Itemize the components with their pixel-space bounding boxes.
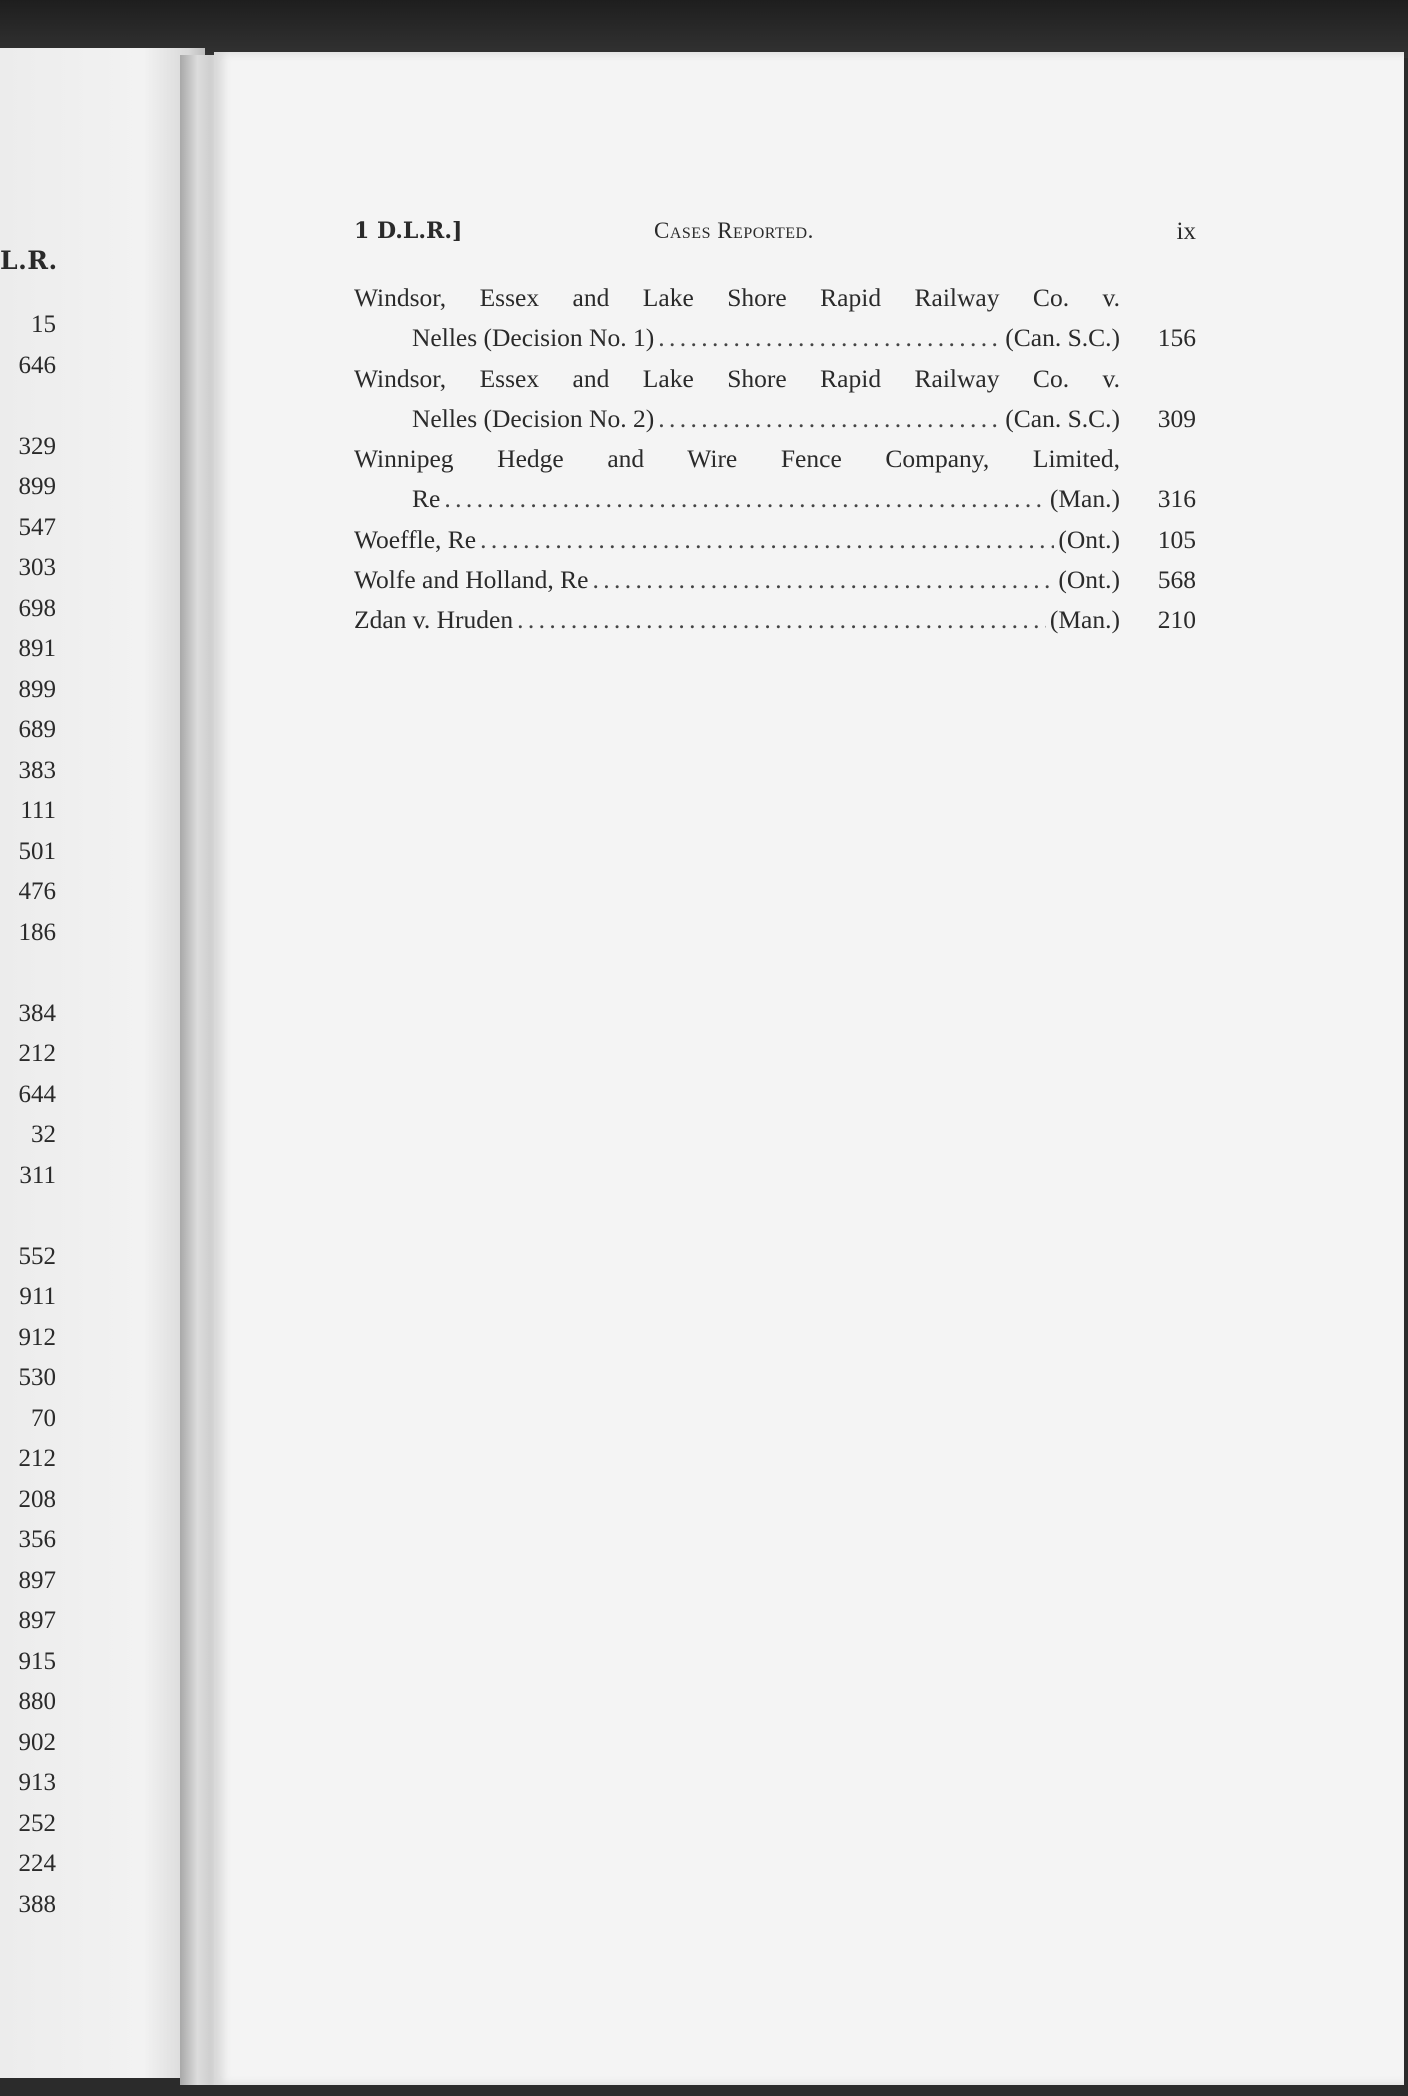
left-page-number: 897 xyxy=(18,1607,56,1634)
dot-leader xyxy=(517,602,1046,638)
left-page-number-column xyxy=(0,310,56,1930)
left-page-number: 384 xyxy=(18,999,56,1027)
left-page-number: 880 xyxy=(18,1688,56,1715)
left-page-number: 646 xyxy=(18,351,56,379)
dot-leader xyxy=(658,320,1001,356)
running-head xyxy=(354,218,1196,252)
court-abbrev: (Can. S.C.) xyxy=(1005,403,1120,433)
left-page-number: 224 xyxy=(18,1850,56,1877)
left-page-number: 212 xyxy=(18,1445,56,1472)
case-name-text: Re xyxy=(412,484,441,514)
page-folio: ix xyxy=(1176,218,1196,245)
dot-leader xyxy=(444,481,1046,517)
left-page-number: 383 xyxy=(18,756,56,784)
case-entry xyxy=(354,280,1196,361)
section-title: Cases Reported. xyxy=(654,218,814,243)
dot-leader xyxy=(592,562,1054,598)
case-name-text: Nelles (Decision No. 1) xyxy=(412,323,655,353)
case-entry xyxy=(354,562,1196,602)
case-name-text: Zdan v. Hruden xyxy=(354,605,514,635)
left-page-number: 111 xyxy=(20,797,56,824)
case-name-line: Windsor, Essex and Lake Shore Rapid Railway Co. v. xyxy=(354,283,1120,312)
left-page-number: 212 xyxy=(18,1040,56,1067)
left-page-number: 356 xyxy=(18,1526,56,1553)
case-name-text: Wolfe and Holland, Re xyxy=(354,565,589,595)
court-abbrev: (Man.) xyxy=(1049,484,1120,514)
left-page-number: 698 xyxy=(18,594,56,622)
left-page-number: 899 xyxy=(18,473,56,500)
dot-leader xyxy=(658,401,1001,437)
left-page-number: 530 xyxy=(18,1364,56,1391)
court-abbrev: (Can. S.C.) xyxy=(1005,323,1120,353)
left-page-number: 501 xyxy=(18,837,56,865)
left-page-number: 186 xyxy=(18,918,56,946)
case-page-number: 105 xyxy=(1157,524,1196,554)
case-entry xyxy=(354,522,1196,562)
left-page-number: 388 xyxy=(18,1890,56,1918)
left-page-number: 913 xyxy=(18,1769,56,1796)
left-page-number: 915 xyxy=(18,1647,56,1675)
case-page-number: 568 xyxy=(1157,565,1196,595)
left-page-number: 891 xyxy=(18,635,56,662)
court-abbrev: (Ont.) xyxy=(1058,524,1120,554)
case-final-line xyxy=(354,320,1120,360)
left-page-number: 70 xyxy=(31,1404,56,1432)
case-entry xyxy=(354,441,1196,522)
left-page-number: 552 xyxy=(18,1242,56,1270)
case-page-number: 156 xyxy=(1157,323,1196,353)
dot-leader xyxy=(480,522,1054,558)
left-page-number: 15 xyxy=(31,311,56,338)
left-page-number: 547 xyxy=(18,513,56,541)
left-page-number: 911 xyxy=(19,1283,56,1310)
volume-label: 1 D.L.R.] xyxy=(354,218,463,244)
left-page-number: 899 xyxy=(18,675,56,703)
left-page-number: 303 xyxy=(18,554,56,581)
case-page-number: 309 xyxy=(1157,403,1196,433)
case-final-line xyxy=(354,602,1120,642)
left-page-number: 689 xyxy=(18,716,56,743)
left-page-number: 644 xyxy=(18,1080,56,1108)
court-abbrev: (Ont.) xyxy=(1058,565,1120,595)
case-name-text: Nelles (Decision No. 2) xyxy=(412,403,655,433)
left-page-number: 208 xyxy=(18,1485,56,1513)
case-final-line xyxy=(354,401,1120,441)
case-name-line: Windsor, Essex and Lake Shore Rapid Railway Co. v. xyxy=(354,363,1120,393)
case-page-number: 316 xyxy=(1157,484,1196,514)
left-page xyxy=(0,48,205,2078)
left-page-number: 897 xyxy=(18,1566,56,1594)
left-page-number: 902 xyxy=(18,1728,56,1756)
left-page-number: 329 xyxy=(18,432,56,460)
left-page-number: 32 xyxy=(31,1121,56,1148)
case-entry xyxy=(354,361,1196,442)
left-page-number: 476 xyxy=(18,878,56,905)
case-final-line xyxy=(354,481,1120,521)
scan-top-edge xyxy=(0,0,1408,58)
court-abbrev: (Man.) xyxy=(1049,605,1120,635)
case-name-line: Winnipeg Hedge and Wire Fence Company, Limited, xyxy=(354,444,1120,474)
case-final-line xyxy=(354,562,1120,602)
case-final-line xyxy=(354,522,1120,562)
case-name-text: Woeffle, Re xyxy=(354,524,477,554)
case-index-list xyxy=(354,280,1196,643)
left-page-number: 311 xyxy=(19,1161,56,1189)
case-page-number: 210 xyxy=(1157,605,1196,635)
left-page-number: 912 xyxy=(18,1323,56,1351)
left-page-header: L.R. xyxy=(0,246,58,275)
case-entry xyxy=(354,602,1196,642)
left-page-number: 252 xyxy=(18,1809,56,1837)
